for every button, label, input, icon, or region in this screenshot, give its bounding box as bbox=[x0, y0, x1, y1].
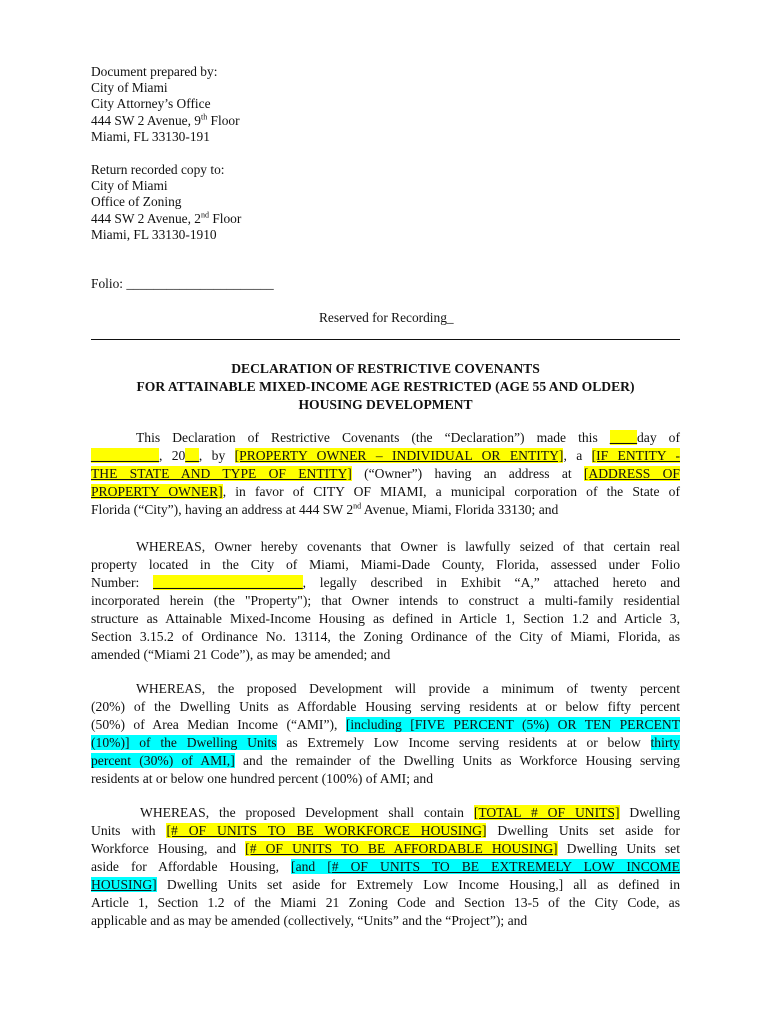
day-blank: ____ bbox=[609, 430, 637, 445]
p3-line-3: (50%) of Area Median Income (“AMI”), [including [FIVE PERCENT (5%) OR TEN PERCENT bbox=[91, 717, 680, 732]
return-to-address: 444 SW 2 Avenue, 2nd Floor bbox=[91, 210, 242, 226]
prepared-by-address: 444 SW 2 Avenue, 9th Floor bbox=[91, 112, 240, 128]
p2-line-7: amended (“Miami 21 Code”), as may be amended; and bbox=[91, 647, 391, 662]
p4-line-6: Article 1, Section 1.2 of the Miami 21 Zoning Code and Section 13-5 of the City Code, as bbox=[91, 895, 680, 910]
prepared-by-office: City Attorney’s Office bbox=[91, 96, 211, 112]
month-blank: __________ bbox=[91, 448, 159, 463]
p2-line-5: structure as Attainable Mixed-Income Housing as defined in Article 1, Section 1.2 and Article 3, bbox=[91, 611, 680, 626]
return-to-label: Return recorded copy to: bbox=[91, 162, 225, 177]
affordable-units-placeholder: [# OF UNITS TO BE AFFORDABLE HOUSING bbox=[245, 841, 554, 856]
thirty-percent-clause: thirty bbox=[650, 735, 680, 750]
p1-line-2: __________, 20__, by [PROPERTY OWNER – INDIVIDUAL OR ENTITY], a [IF ENTITY - bbox=[91, 448, 680, 463]
return-to-block bbox=[91, 162, 241, 243]
extremely-low-units-placeholder: # OF UNITS TO BE EXTREMELY LOW INCOME bbox=[331, 859, 680, 874]
p2-line-1: WHEREAS, Owner hereby covenants that Owner is lawfully seized of that certain real bbox=[136, 539, 680, 554]
title-line-2: FOR ATTAINABLE MIXED-INCOME AGE RESTRICTED (AGE 55 AND OLDER) bbox=[136, 379, 635, 394]
percent-placeholder: [FIVE PERCENT (5%) OR TEN PERCENT bbox=[410, 717, 680, 732]
prepared-by-block bbox=[91, 64, 240, 145]
p3-line-1: WHEREAS, the proposed Development will provide a minimum of twenty percent bbox=[136, 681, 680, 696]
p2-line-2: property located in the City of Miami, Miami-Dade County, Florida, assessed under Folio bbox=[91, 557, 680, 572]
whereas-property-paragraph bbox=[91, 538, 680, 664]
folio-blank: ______________________ bbox=[126, 276, 274, 291]
p3-line-6: residents at or below one hundred percent (100%) of AMI; and bbox=[91, 771, 434, 786]
extremely-low-units-placeholder-cont: HOUSING] bbox=[91, 877, 157, 892]
p4-line-5: HOUSING] Dwelling Units set aside for Extremely Low Income Housing,] all as defined in bbox=[91, 877, 681, 892]
recording-divider bbox=[91, 339, 680, 340]
p4-line-4: aside for Affordable Housing, [and [# OF UNITS TO BE EXTREMELY LOW INCOME bbox=[91, 859, 680, 874]
p1-line-5: Florida (“City”), having an address at 444 SW 2nd Avenue, Miami, Florida 33130; and bbox=[91, 501, 559, 517]
title-line-1: DECLARATION OF RESTRICTIVE COVENANTS bbox=[231, 361, 540, 376]
p3-line-2: (20%) of the Dwelling Units as Affordable Housing serving residents at or below fifty percent bbox=[91, 699, 680, 714]
address-placeholder: [ADDRESS OF bbox=[583, 466, 680, 481]
p4-line-3: Workforce Housing, and [# OF UNITS TO BE AFFORDABLE HOUSING] Dwelling Units set bbox=[91, 841, 680, 856]
extremely-low-units-clause: [and [ bbox=[291, 859, 332, 874]
total-units-placeholder: [TOTAL # OF UNITS] bbox=[473, 805, 620, 820]
prepared-by-city: City of Miami bbox=[91, 80, 168, 96]
thirty-percent-clause-cont: percent (30%) of AMI,] bbox=[91, 753, 235, 768]
whereas-units-paragraph bbox=[91, 804, 680, 930]
return-to-citystate: Miami, FL 33130-1910 bbox=[91, 226, 217, 242]
document-title bbox=[91, 360, 680, 414]
p2-line-3: Number: ______________________, legally described in Exhibit “A,” attached hereto and bbox=[91, 575, 680, 590]
folio-label: Folio: bbox=[91, 276, 127, 291]
return-to-city: City of Miami bbox=[91, 178, 168, 194]
p1-line-3: THE STATE AND TYPE OF ENTITY] (“Owner”) having an address at [ADDRESS OF bbox=[91, 466, 680, 481]
folio-number-blank: ______________________ bbox=[153, 575, 303, 590]
entity-placeholder: [IF ENTITY - bbox=[591, 448, 680, 463]
workforce-units-placeholder: [# OF UNITS TO BE WORKFORCE HOUSING] bbox=[166, 823, 487, 838]
percent-placeholder-cont: (10%)] of the Dwelling Units bbox=[91, 735, 277, 750]
p4-line-2: Units with [# OF UNITS TO BE WORKFORCE HOUSING] Dwelling Units set aside for bbox=[91, 823, 680, 838]
extremely-low-clause: [including bbox=[345, 717, 411, 732]
owner-placeholder: [PROPERTY OWNER – INDIVIDUAL OR ENTITY] bbox=[234, 448, 564, 463]
p3-line-5: percent (30%) of AMI,] and the remainder of the Dwelling Units as Workforce Housing serving bbox=[91, 753, 680, 768]
p3-line-4: (10%)] of the Dwelling Units as Extremely Low Income serving residents at or below thirty bbox=[91, 735, 680, 750]
p1-line-1: This Declaration of Restrictive Covenants (the “Declaration”) made this ____day of bbox=[136, 430, 680, 445]
prepared-by-label: Document prepared by: bbox=[91, 64, 218, 79]
p2-line-4: incorporated herein (the "Property"); that Owner intends to construct a multi-family residential bbox=[91, 593, 680, 608]
reserved-for-recording: Reserved for Recording_ bbox=[319, 310, 454, 325]
p4-line-7: applicable and as may be amended (collectively, “Units” and the “Project”); and bbox=[91, 913, 528, 928]
title-line-3: HOUSING DEVELOPMENT bbox=[298, 397, 473, 412]
floor-ordinal: nd bbox=[200, 210, 209, 220]
p1-line-4: PROPERTY OWNER], in favor of CITY OF MIAMI, a municipal corporation of the State of bbox=[91, 484, 680, 499]
year-blank: __ bbox=[185, 448, 199, 463]
whereas-affordable-paragraph bbox=[91, 680, 680, 788]
return-to-office: Office of Zoning bbox=[91, 194, 182, 210]
declaration-paragraph bbox=[91, 429, 680, 519]
p2-line-6: Section 3.15.2 of Ordinance No. 13114, the Zoning Ordinance of the City of Miami, Florida, as bbox=[91, 629, 680, 644]
prepared-by-citystate: Miami, FL 33130-191 bbox=[91, 128, 210, 144]
folio-line bbox=[91, 276, 274, 292]
p4-line-1: WHEREAS, the proposed Development shall contain [TOTAL # OF UNITS] Dwelling bbox=[140, 805, 680, 820]
entity-placeholder-cont: THE STATE AND TYPE OF ENTITY] bbox=[91, 466, 352, 481]
floor-ordinal: th bbox=[200, 112, 208, 122]
address-placeholder-cont: PROPERTY OWNER] bbox=[91, 484, 223, 499]
